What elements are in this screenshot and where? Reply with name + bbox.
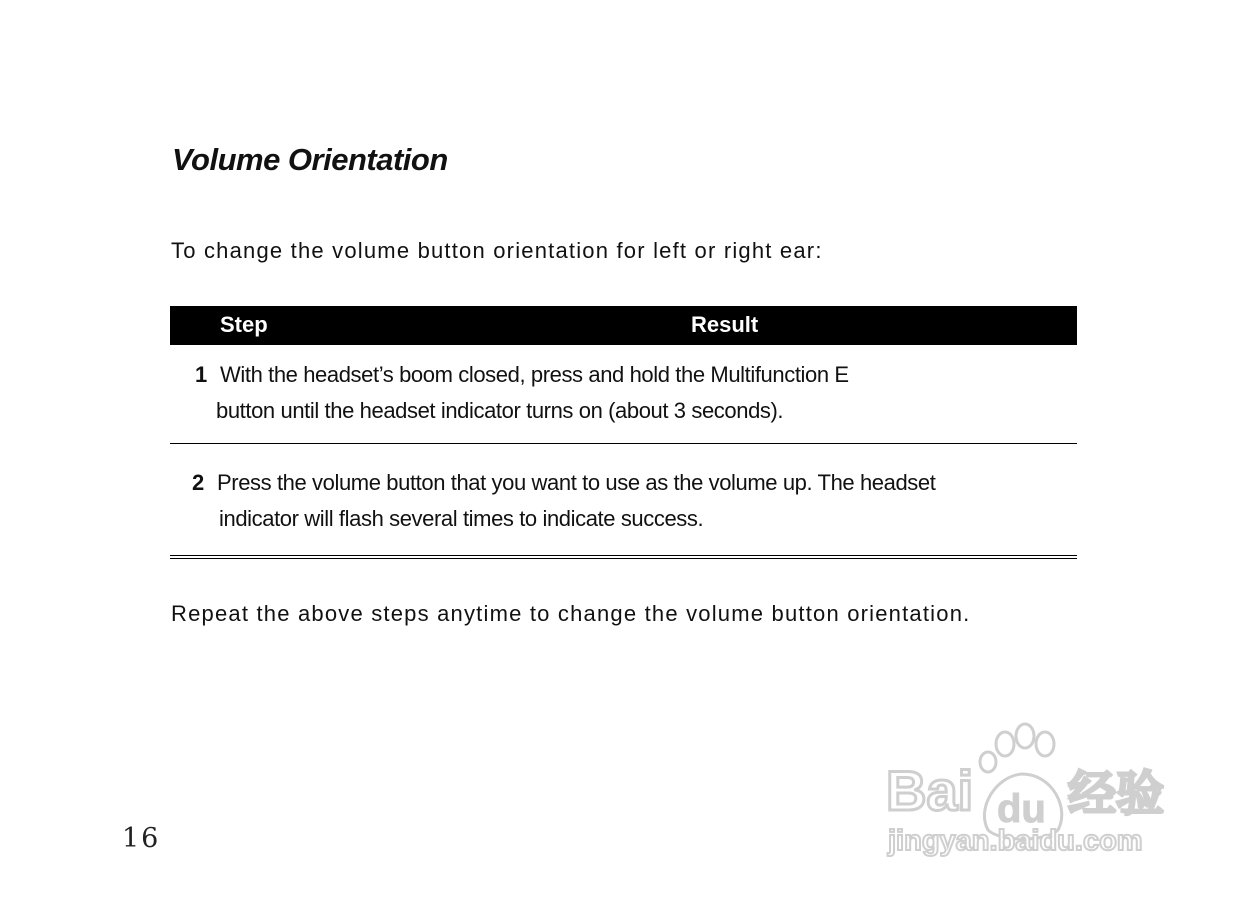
step-text-line: Press the volume button that you want to use as the volume up. The headset bbox=[217, 470, 936, 495]
brand-latin-1: Bai bbox=[886, 759, 974, 822]
table-row bbox=[170, 444, 1077, 559]
page-number: 16 bbox=[122, 823, 161, 854]
brand-cjk: 经验 bbox=[1068, 766, 1165, 822]
header-step: Step bbox=[220, 312, 268, 337]
header-result: Result bbox=[691, 312, 759, 337]
watermark-url: jingyan.baidu.com bbox=[888, 825, 1143, 857]
brand-latin-2: du bbox=[997, 787, 1046, 831]
outro-text: Repeat the above steps anytime to change the volume button orientation. bbox=[171, 601, 971, 626]
step-number: 2 bbox=[192, 470, 204, 495]
step-text-line: With the headset’s boom closed, press and hold the Multifunction E bbox=[220, 362, 849, 387]
intro-text: To change the volume button orientation for left or right ear: bbox=[171, 238, 823, 263]
table-row bbox=[170, 345, 1077, 444]
table-header bbox=[170, 306, 1077, 345]
step-text-line: indicator will flash several times to indicate success. bbox=[219, 506, 704, 531]
step-number: 1 bbox=[195, 362, 207, 387]
baidu-watermark bbox=[884, 722, 1184, 862]
steps-table bbox=[170, 306, 1077, 559]
step-text-line: button until the headset indicator turns on (about 3 seconds). bbox=[216, 398, 784, 423]
page-title: Volume Orientation bbox=[172, 142, 448, 177]
